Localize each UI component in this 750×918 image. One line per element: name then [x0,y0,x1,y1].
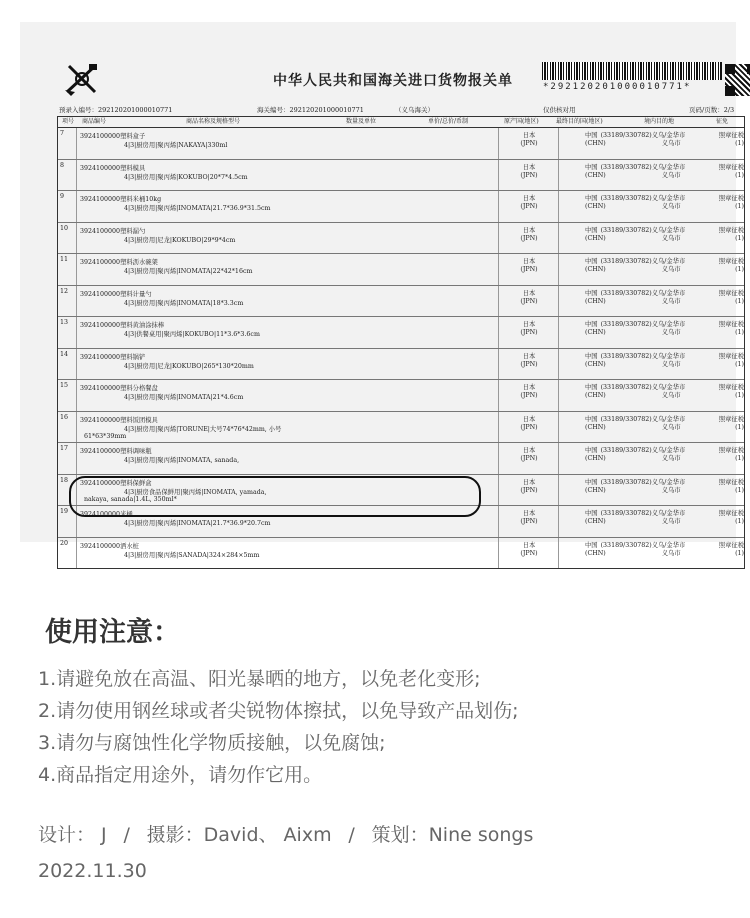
customs-document-scan [20,22,744,559]
destination-city: 义乌市 [661,329,681,336]
column-divider [498,506,499,537]
table-row [58,317,744,349]
header-name: 商品名称及规格型号 [186,118,241,125]
column-divider [498,160,499,191]
column-divider [558,223,559,254]
row-item-number: 7 [60,130,65,137]
destination-country: 中国 [585,415,598,423]
destination-region: (33189/330782)义乌/金华市 [600,415,686,423]
table-row [58,254,744,286]
row-tax [672,447,744,463]
origin-code: (JPN) [520,234,538,242]
header-price: 单价/总价/币制 [428,118,469,125]
column-divider [498,128,499,159]
destination-region: (33189/330782)义乌/金华市 [600,226,686,234]
tax-code: (1) [735,518,744,525]
note-item: 4.商品指定用途外，请勿作它用。 [38,764,323,786]
origin-code: (JPN) [520,423,538,431]
column-divider [558,412,559,443]
barcode-number: *29212020100001077​1* [543,82,692,92]
column-divider [76,317,77,348]
tax-code: (1) [735,455,744,462]
destination-code: (CHN) [585,455,606,462]
table-row [58,128,744,160]
column-divider [76,412,77,443]
origin-country: 日本 [522,541,536,549]
destination-city: 义乌市 [661,171,681,179]
document-title: 中华人民共和国海关进口货物报关单 [273,73,513,89]
row-origin [509,195,549,211]
note-item: 3.请勿与腐蚀性化学物质接触，以免腐蚀; [38,732,386,754]
destination-city: 义乌市 [661,423,681,431]
row-spec: 4|3|厨房用|聚丙烯|INOMATA|18*3.3cm [124,299,244,307]
row-product-code: 3924100000塑料调味瓶 [80,448,152,455]
destination-country: 中国 [585,289,598,297]
customs-number: 海关编号：292120201000010771 [257,106,364,114]
row-tax [672,132,744,148]
column-divider [498,349,499,380]
row-origin [509,416,549,432]
page-indicator: 页码/页数：2/3 [689,106,735,114]
origin-country: 日本 [522,163,536,171]
customs-emblem-icon [63,62,101,96]
row-product-code: 3924100000塑料分格餐盘 [80,385,158,392]
origin-country: 日本 [522,132,536,139]
destination-city: 义乌市 [661,549,681,557]
column-divider [76,223,77,254]
row-origin [509,290,549,306]
column-divider [558,128,559,159]
destination-region: (33189/330782)义乌/金华市 [600,384,686,391]
row-tax [672,542,744,558]
row-tax [672,510,744,526]
row-spec: 4|3|厨房食品保鲜用|聚丙烯|INOMATA, yamada, [124,488,267,496]
origin-code: (JPN) [520,549,538,557]
row-item-number: 16 [60,413,69,421]
row-origin [509,258,549,274]
destination-city: 义乌市 [661,518,681,525]
column-divider [558,160,559,191]
tax-code: (1) [735,329,744,336]
tax-code: (1) [735,486,744,494]
row-spec: 4|3|厨房用|尼龙|KOKUBO|29*9*4cm [124,236,236,244]
row-destination [585,258,685,274]
destination-country: 中国 [585,510,598,517]
row-product-code: 3924100000塑料计量勺 [80,290,152,298]
row-spec-continued: 61*63*39mm [84,432,127,440]
origin-country: 日本 [522,352,536,360]
destination-city: 义乌市 [661,297,681,305]
planning-credit: 策划：Nine songs [371,824,534,846]
destination-code: (CHN) [585,203,606,210]
row-item-number: 8 [60,161,65,169]
row-item-number: 12 [60,287,69,295]
row-tax [672,290,744,306]
tax-code: (1) [735,549,744,557]
row-product-code: 3924100000塑料保鲜盒 [80,479,152,487]
table-row [58,286,744,318]
column-divider [76,128,77,159]
origin-code: (JPN) [520,203,538,210]
row-product-code: 3924100000塑料饭团模具 [80,416,158,424]
note-item: 2.请勿使用钢丝球或者尖锐物体擦拭，以免导致产品划伤; [38,700,519,722]
destination-city: 义乌市 [661,360,681,368]
destination-code: (CHN) [585,423,606,431]
row-destination [585,290,685,306]
column-divider [558,506,559,537]
origin-country: 日本 [522,195,536,202]
destination-country: 中国 [585,541,598,549]
header-item-no: 项号 [62,118,75,125]
destination-code: (CHN) [585,297,606,305]
credits-line [38,820,533,847]
destination-code: (CHN) [585,266,606,273]
row-spec: 4|3|厨房用|聚丙烯|INOMATA|21*4.6cm [124,394,244,401]
row-item-number: 17 [60,445,69,452]
header-origin: 原产国(地区) [504,118,539,125]
destination-region: (33189/330782)义乌/金华市 [600,258,686,265]
origin-country: 日本 [522,226,536,234]
row-destination [585,227,685,243]
row-item-number: 9 [60,193,65,200]
row-origin [509,353,549,369]
table-row [58,412,744,444]
origin-country: 日本 [522,510,536,517]
row-origin [509,132,549,148]
tax-mode: 照章征税 [718,384,744,391]
row-origin [509,510,549,526]
origin-code: (JPN) [520,518,538,525]
destination-country: 中国 [585,258,598,265]
table-row [58,160,744,192]
column-divider [498,191,499,222]
row-destination [585,542,685,558]
column-divider [76,286,77,317]
photo-credit: 摄影：David、 Aixm [146,824,332,846]
row-spec: 4|3|厨房用|聚丙烯|SANADA|324×284×5mm [124,551,260,559]
column-divider [498,254,499,285]
table-row [58,191,744,223]
column-divider [558,475,559,506]
column-divider [558,254,559,285]
destination-code: (CHN) [585,140,606,147]
tax-mode: 照章征税 [718,352,744,360]
header-tax: 征免 [716,118,729,125]
row-destination [585,384,685,400]
publish-date: 2022.11.30 [38,860,147,882]
column-divider [498,223,499,254]
tax-code: (1) [735,423,744,431]
column-divider [76,538,77,569]
tax-code: (1) [735,234,744,242]
column-divider [76,160,77,191]
customs-declaration [55,52,745,559]
notes-title: 使用注意： [45,617,180,648]
row-product-code: 3924100000塑料模具 [80,164,146,172]
tax-mode: 照章征税 [718,195,744,202]
row-spec: 4|3|厨房用|聚丙烯|INOMATA|21.7*36.9*20.7cm [124,520,271,527]
tax-mode: 照章征税 [718,447,744,454]
destination-region: (33189/330782)义乌/金华市 [600,132,686,139]
row-spec: 4|3|厨房用|聚丙烯|NAKAYA|330ml [124,142,228,149]
column-divider [76,254,77,285]
check-only-label: 仅供核对用 [543,106,576,114]
destination-country: 中国 [585,195,598,202]
row-origin [509,227,549,243]
row-destination [585,132,685,148]
destination-region: (33189/330782)义乌/金华市 [600,478,686,486]
origin-code: (JPN) [520,486,538,494]
column-divider [498,286,499,317]
tax-mode: 照章征税 [718,163,744,171]
destination-country: 中国 [585,352,598,360]
destination-country: 中国 [585,384,598,391]
row-tax [672,164,744,180]
row-spec-continued: nakaya, sanada|1.4L, 350ml* [84,495,177,503]
destination-city: 义乌市 [661,486,681,494]
row-item-number: 10 [60,224,69,232]
column-divider [76,443,77,474]
row-tax [672,258,744,274]
row-origin [509,321,549,337]
row-item-number: 15 [60,382,69,389]
row-origin [509,164,549,180]
origin-country: 日本 [522,384,536,391]
row-spec: 4|3|厨房用|聚丙烯|INOMATA|22*42*16cm [124,268,253,275]
destination-country: 中国 [585,163,598,171]
tax-code: (1) [735,171,744,179]
tax-mode: 照章征税 [718,478,744,486]
tax-mode: 照章征税 [718,510,744,517]
row-item-number: 14 [60,350,69,358]
row-tax [672,416,744,432]
column-divider [498,412,499,443]
row-item-number: 18 [60,476,69,484]
customs-office: （义乌海关） [395,106,434,114]
row-origin [509,384,549,400]
origin-code: (JPN) [520,455,538,462]
row-spec: 4|3|厨房用|尼龙|KOKUBO|265*130*20mm [124,362,254,370]
row-spec: 4|3|厨房用|聚丙烯|INOMATA|21.7*36.9*31.5cm [124,205,271,212]
destination-country: 中国 [585,226,598,234]
column-divider [558,317,559,348]
row-destination [585,447,685,463]
destination-region: (33189/330782)义乌/金华市 [600,447,686,454]
destination-region: (33189/330782)义乌/金华市 [600,163,686,171]
origin-code: (JPN) [520,140,538,147]
column-divider [498,538,499,569]
row-tax [672,195,744,211]
row-origin [509,447,549,463]
column-divider [498,380,499,411]
origin-code: (JPN) [520,392,538,399]
destination-code: (CHN) [585,486,606,494]
destination-region: (33189/330782)义乌/金华市 [600,321,686,328]
table-row [58,223,744,255]
separator: / [348,824,355,846]
qr-code-icon [725,64,750,96]
row-item-number: 13 [60,319,69,326]
table-row [58,443,744,475]
origin-code: (JPN) [520,171,538,179]
row-tax [672,353,744,369]
destination-country: 中国 [585,321,598,328]
destination-code: (CHN) [585,549,606,557]
row-product-code: 3924100000塑料沥水碗架 [80,259,158,266]
destination-country: 中国 [585,132,598,139]
origin-code: (JPN) [520,329,538,336]
destination-region: (33189/330782)义乌/金华市 [600,289,686,297]
row-product-code: 3924100000塑料盒子 [80,133,146,140]
pre-entry-number: 预录入编号：292120201000010771 [59,106,173,114]
tax-code: (1) [735,360,744,368]
destination-city: 义乌市 [661,392,681,399]
destination-city: 义乌市 [661,203,681,210]
column-divider [498,475,499,506]
column-divider [498,443,499,474]
column-divider [558,380,559,411]
column-divider [558,538,559,569]
column-divider [76,349,77,380]
row-tax [672,479,744,495]
row-origin [509,542,549,558]
destination-country: 中国 [585,447,598,454]
row-spec: 4|3|厨房用|聚丙烯|INOMATA, sanada, [124,457,240,464]
tax-mode: 照章征税 [718,289,744,297]
destination-code: (CHN) [585,360,606,368]
origin-country: 日本 [522,258,536,265]
row-product-code: 3924100000塑料米桶10kg [80,196,162,203]
row-tax [672,227,744,243]
row-product-code: 3924100000米桶 [80,511,133,518]
origin-code: (JPN) [520,297,538,305]
destination-region: (33189/330782)义乌/金华市 [600,195,686,202]
tax-mode: 照章征税 [718,132,744,139]
row-destination [585,321,685,337]
tax-mode: 照章征税 [718,321,744,328]
column-divider [558,349,559,380]
barcode [542,62,722,80]
origin-country: 日本 [522,447,536,454]
destination-city: 义乌市 [661,234,681,242]
highlighted-row-outline [69,476,481,517]
destination-code: (CHN) [585,392,606,399]
tax-mode: 照章征税 [718,415,744,423]
destination-code: (CHN) [585,234,606,242]
column-divider [498,317,499,348]
header-domestic-destination: 境内目的地 [644,118,675,125]
destination-country: 中国 [585,478,598,486]
row-destination [585,164,685,180]
row-product-code: 3924100000塑料锅铲 [80,353,146,361]
tax-mode: 照章征税 [718,541,744,549]
row-tax [672,384,744,400]
row-product-code: 3924100000塑料漏勺 [80,227,146,235]
row-item-number: 20 [60,539,69,547]
row-destination [585,510,685,526]
row-origin [509,479,549,495]
origin-code: (JPN) [520,266,538,273]
column-divider [76,380,77,411]
row-destination [585,195,685,211]
destination-code: (CHN) [585,518,606,525]
tax-mode: 照章征税 [718,226,744,234]
table-row [58,380,744,412]
header-code: 商品编号 [82,118,107,125]
note-item: 1.请避免放在高温、阳光暴晒的地方，以免老化变形; [38,668,481,690]
origin-code: (JPN) [520,360,538,368]
tax-code: (1) [735,140,744,147]
header-quantity: 数量及单位 [346,118,377,125]
row-spec: 4|3|厨房用|聚丙烯|TORUNE|大号74*76*42mm, 小号 [124,425,282,433]
destination-city: 义乌市 [661,266,681,273]
column-divider [558,191,559,222]
destination-code: (CHN) [585,171,606,179]
row-item-number: 19 [60,508,69,515]
origin-country: 日本 [522,321,536,328]
table-row [58,349,744,381]
row-product-code: 3924100000塑料黄油涂抹棒 [80,322,165,329]
origin-country: 日本 [522,289,536,297]
row-destination [585,416,685,432]
destination-region: (33189/330782)义乌/金华市 [600,352,686,360]
row-item-number: 11 [60,256,69,263]
row-destination [585,353,685,369]
row-spec: 4|3|供餐桌用|聚丙烯|KOKUBO|11*3.6*3.6cm [124,331,260,338]
column-divider [76,191,77,222]
column-divider [558,443,559,474]
destination-region: (33189/330782)义乌/金华市 [600,541,686,549]
tax-mode: 照章征税 [718,258,744,265]
separator: / [123,824,130,846]
origin-country: 日本 [522,478,536,486]
row-tax [672,321,744,337]
design-credit: 设计： J [38,824,107,846]
destination-city: 义乌市 [661,455,681,462]
row-product-code: 3924100000洒水桩 [80,542,139,550]
origin-country: 日本 [522,415,536,423]
row-destination [585,479,685,495]
table-header [58,117,744,128]
tax-code: (1) [735,266,744,273]
column-divider [558,286,559,317]
row-spec: 4|3|厨房用|聚丙烯|KOKUBO|20*7*4.5cm [124,173,248,181]
table-row [58,538,744,569]
header-destination: 最终目的国(地区) [556,118,603,125]
destination-region: (33189/330782)义乌/金华市 [600,510,686,517]
destination-code: (CHN) [585,329,606,336]
destination-city: 义乌市 [661,140,681,147]
tax-code: (1) [735,203,744,210]
tax-code: (1) [735,297,744,305]
tax-code: (1) [735,392,744,399]
